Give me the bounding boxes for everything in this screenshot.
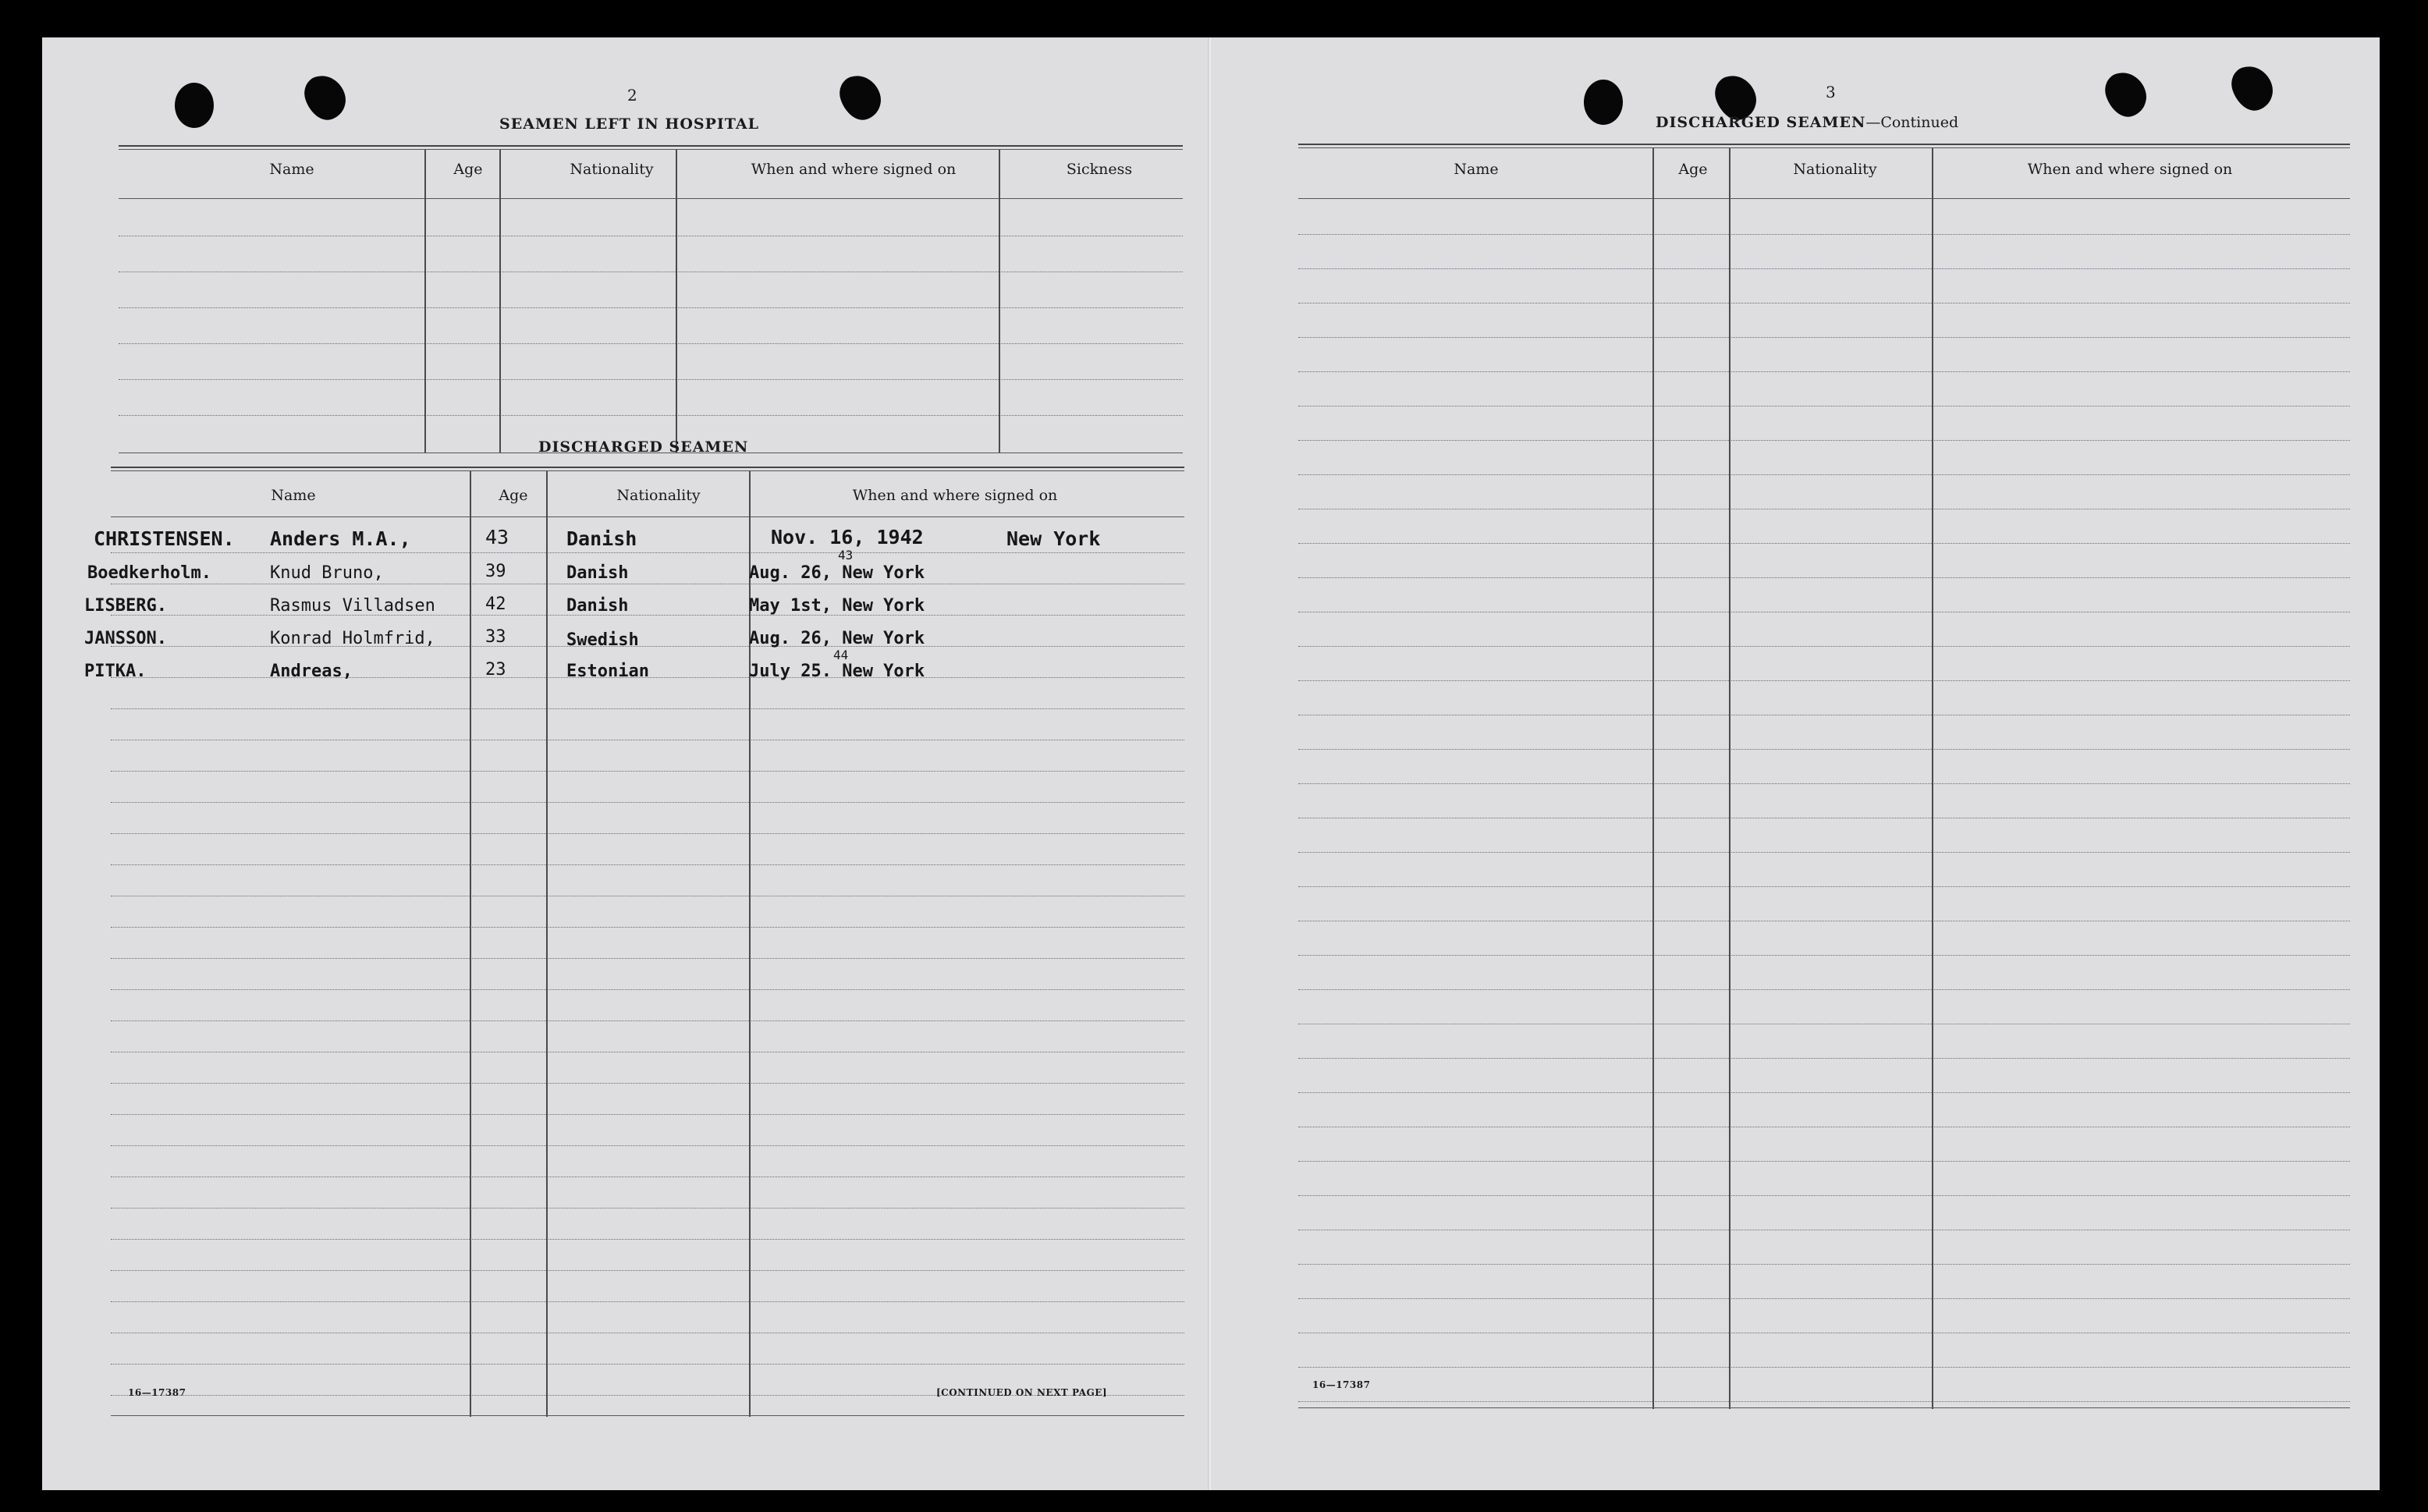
seaman-nationality: Swedish [566,630,639,650]
seaman-nationality: Estonian [566,662,649,681]
seaman-age: 39 [485,562,506,581]
column-divider [1652,148,1654,1409]
ledger-line [1298,1367,2350,1368]
column-divider [999,150,1000,453]
seaman-surname: Boedkerholm. [87,563,211,583]
ledger-line [111,802,1184,803]
column-header-signed-on: When and where signed on [852,487,1058,504]
seaman-nationality: Danish [566,563,629,583]
ledger-line [1298,234,2350,235]
column-divider [1932,148,1933,1409]
column-header-nationality: Nationality [570,161,654,178]
column-divider [424,150,426,453]
column-header-signed-on: When and where signed on [751,161,957,178]
seaman-surname: LISBERG. [84,596,167,616]
punch-hole [2227,61,2277,116]
handwritten-annotation: 44 [833,648,849,662]
seaman-given-name: Konrad Holmfrid, [270,629,435,648]
ledger-line [1298,646,2350,647]
ledger-line [111,927,1184,928]
section-title-text: DISCHARGED SEAMEN [1656,114,1866,131]
ledger-line [111,1301,1184,1302]
right-page [1211,37,2380,1490]
column-header-age: Age [453,161,483,178]
page-number: 2 [627,86,637,105]
table-bottom-rule [111,1415,1184,1416]
column-header-sickness: Sickness [1066,161,1133,178]
handwritten-annotation: 43 [838,548,854,563]
column-divider [1729,148,1730,1409]
ledger-line [111,1020,1184,1021]
page-number: 3 [1826,83,1836,101]
column-header-nationality: Nationality [1793,161,1877,178]
header-rule [1298,198,2350,199]
ledger-line [1298,268,2350,269]
seaman-given-name: Knud Bruno, [270,563,384,583]
ledger-line [1298,337,2350,338]
column-header-age: Age [499,487,528,504]
ledger-line [1298,440,2350,441]
ledger-line [111,1145,1184,1146]
seaman-age: 43 [485,526,509,548]
column-header-name: Name [1454,161,1499,178]
punch-hole [300,70,350,126]
table-bottom-rule [1298,1407,2350,1408]
seaman-signed-on: Aug. 26, New York [749,563,925,583]
ledger-line [119,415,1183,416]
punch-hole [2100,67,2151,122]
punch-hole [175,83,214,128]
seaman-surname: CHRISTENSEN. [94,527,235,550]
ledger-line [111,958,1184,959]
punch-hole [835,70,886,126]
seaman-surname: JANSSON. [84,629,167,648]
ledger-line [119,379,1183,380]
discharged-section-title: DISCHARGED SEAMEN [538,438,749,456]
seaman-age: 33 [485,627,506,647]
ledger-line [1298,783,2350,784]
column-header-signed-on: When and where signed on [2027,161,2233,178]
seaman-nationality: Danish [566,527,637,550]
ledger-line [111,989,1184,990]
ledger-line [111,833,1184,834]
ledger-line [111,552,1184,553]
ledger-line [111,708,1184,709]
column-divider [499,150,501,453]
seaman-nationality: Danish [566,596,629,616]
ledger-line [119,343,1183,344]
ledger-line [119,307,1183,308]
header-rule [119,198,1183,199]
seaman-signed-on: May 1st, New York [749,596,925,616]
ledger-line [1298,852,2350,853]
ledger-line [111,1208,1184,1209]
section-title-suffix: —Continued [1865,114,1959,131]
seaman-given-name: Anders M.A., [270,527,411,550]
seaman-given-name: Andreas, [270,662,353,681]
seaman-signed-on-place: New York [1006,527,1101,550]
punch-hole [1584,80,1623,125]
seaman-age: 42 [485,595,506,614]
ledger-line [111,1083,1184,1084]
left-page [42,37,1211,1490]
ledger-line [1298,543,2350,544]
continued-note: [CONTINUED ON NEXT PAGE] [936,1387,1108,1398]
column-header-nationality: Nationality [616,487,701,504]
ledger-line [1298,886,2350,887]
table-top-rule [119,145,1183,150]
seaman-surname: PITKA. [84,662,147,681]
column-header-name: Name [269,161,314,178]
ledger-line [1298,474,2350,475]
ledger-line [1298,1298,2350,1299]
ledger-line [1298,1401,2350,1402]
ledger-line [1298,1092,2350,1093]
ledger-line [111,1270,1184,1271]
ledger-line [1298,680,2350,681]
ledger-line [1298,955,2350,956]
ledger-line [1298,577,2350,578]
form-number: 16—17387 [1312,1379,1371,1390]
ledger-line [1298,371,2350,372]
continued-section-title [1656,114,1958,131]
ledger-line [1298,1161,2350,1162]
ledger-line [1298,1264,2350,1265]
column-divider [470,471,471,1417]
seaman-given-name: Rasmus Villadsen [270,596,435,616]
form-number: 16—17387 [128,1387,186,1398]
seaman-signed-on: Aug. 26, New York [749,629,925,648]
ledger-line [1298,1195,2350,1196]
table-top-rule [111,467,1184,471]
column-header-name: Name [271,487,316,504]
seaman-signed-on: July 25. New York [749,662,925,681]
ledger-line [111,771,1184,772]
ledger-line [1298,1058,2350,1059]
seaman-signed-on-date: Nov. 16, 1942 [771,526,924,548]
column-header-age: Age [1678,161,1708,178]
table-top-rule [1298,144,2350,148]
ledger-line [111,1364,1184,1365]
ledger-line [111,864,1184,865]
ledger-line [1298,989,2350,990]
ledger-line [1298,749,2350,750]
seaman-age: 23 [485,660,506,680]
header-rule [111,516,1184,517]
ledger-line [111,1114,1184,1115]
column-divider [546,471,548,1417]
hospital-section-title: SEAMEN LEFT IN HOSPITAL [499,115,759,133]
column-divider [676,150,677,453]
ledger-line [111,1239,1184,1240]
